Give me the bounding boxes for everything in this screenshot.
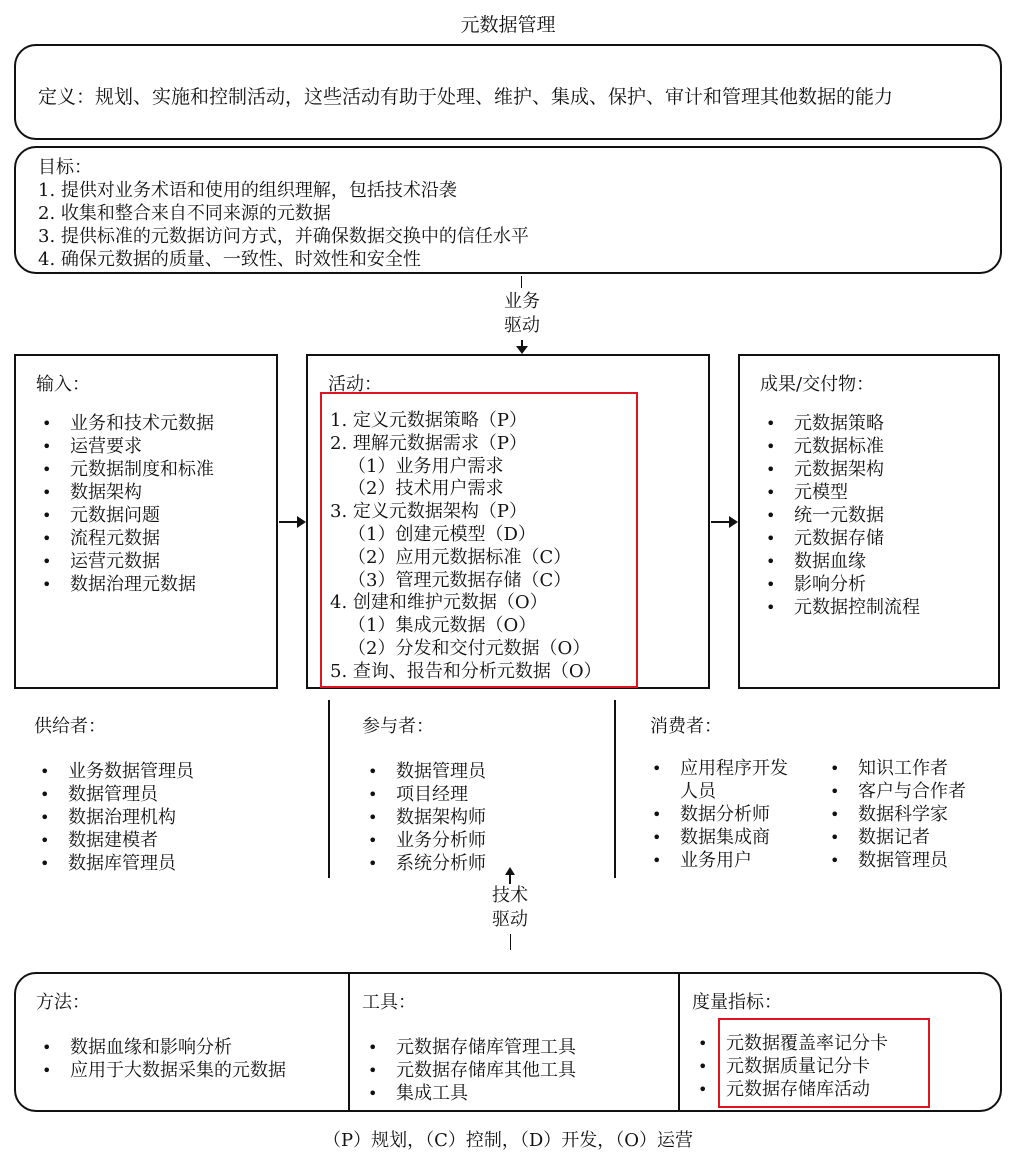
business-driver-line <box>521 276 522 288</box>
input-item: • 数据治理元数据 <box>36 573 214 596</box>
activities-to-deliverables-line <box>711 521 731 523</box>
suppliers-heading: 供给者： <box>34 716 106 737</box>
tools-section <box>362 988 576 1105</box>
input-item: • 数据架构 <box>36 481 214 504</box>
deliverables-box <box>738 354 1000 689</box>
deliverable-item: • 元模型 <box>760 481 920 504</box>
consumer-item-continued: 人员 <box>680 781 716 802</box>
bottom-divider-left <box>348 974 350 1110</box>
goal-item: 2. 收集和整合来自不同来源的元数据 <box>38 203 331 224</box>
participants-section <box>362 712 486 875</box>
deliverables-list <box>760 412 920 619</box>
supplier-item: • 数据管理员 <box>34 783 194 806</box>
activity-subitem: （2）应用元数据标准（C） <box>348 546 572 568</box>
inputs-to-activities-arrowhead <box>297 516 306 528</box>
suppliers-section <box>34 712 194 875</box>
legend: （P）规划，（C）控制，（D）开发，（O）运营 <box>322 1130 694 1151</box>
technical-driver-label <box>474 884 546 932</box>
consumer-item: • 业务用户 <box>646 849 788 872</box>
activity-item: 3. 定义元数据架构（P） <box>330 501 528 523</box>
inputs-to-activities-line <box>279 521 299 523</box>
goals-box <box>14 146 1002 274</box>
metric-item: • 元数据存储库活动 <box>692 1078 888 1101</box>
deliverable-item: • 影响分析 <box>760 573 920 596</box>
input-item: • 业务和技术元数据 <box>36 412 214 435</box>
tools-list <box>362 1036 576 1105</box>
goal-item: 4. 确保元数据的质量、一致性、时效性和安全性 <box>38 249 421 270</box>
divider-left <box>328 700 330 878</box>
tools-heading: 工具： <box>362 992 416 1013</box>
supplier-item: • 业务数据管理员 <box>34 760 194 783</box>
supplier-item: • 数据库管理员 <box>34 852 194 875</box>
methods-list <box>36 1036 286 1082</box>
diagram-title: 元数据管理 <box>460 14 556 36</box>
technical-driver-arrow-shaft <box>509 874 511 884</box>
deliverable-item: • 数据血缘 <box>760 550 920 573</box>
inputs-heading: 输入： <box>36 374 90 395</box>
methods-tools-metrics-box <box>14 972 1002 1112</box>
input-item: • 运营元数据 <box>36 550 214 573</box>
method-item: • 应用于大数据采集的元数据 <box>36 1059 286 1082</box>
tool-item: • 元数据存储库管理工具 <box>362 1036 576 1059</box>
activity-subitem: （1）创建元模型（D） <box>348 523 536 545</box>
metric-item: • 元数据覆盖率记分卡 <box>692 1032 888 1055</box>
goal-item: 1. 提供对业务术语和使用的组织理解，包括技术沿袭 <box>38 180 457 201</box>
participant-item: • 项目经理 <box>362 783 486 806</box>
participant-item: • 数据架构师 <box>362 806 486 829</box>
metric-item: • 元数据质量记分卡 <box>692 1055 888 1078</box>
activity-item: 2. 理解元数据需求（P） <box>330 432 528 454</box>
consumers-list-2 <box>824 757 966 872</box>
deliverables-heading: 成果/交付物： <box>760 374 875 395</box>
tool-item: • 元数据存储库其他工具 <box>362 1059 576 1082</box>
technical-driver-line <box>510 934 511 950</box>
input-item: • 元数据问题 <box>36 504 214 527</box>
metrics-section <box>692 988 782 1014</box>
definition-box <box>14 44 1002 140</box>
activity-subitem: （3）管理元数据存储（C） <box>348 569 572 591</box>
methods-heading: 方法： <box>36 992 90 1013</box>
participants-list <box>362 760 486 875</box>
deliverable-item: • 元数据架构 <box>760 458 920 481</box>
bottom-divider-right <box>678 974 680 1110</box>
inputs-box <box>14 354 278 689</box>
activities-to-deliverables-arrowhead <box>729 516 738 528</box>
activity-subitem: （1）业务用户需求 <box>348 455 504 477</box>
activity-item: 4. 创建和维护元数据（O） <box>330 592 548 614</box>
deliverable-item: • 元数据策略 <box>760 412 920 435</box>
business-driver-arrowhead <box>516 346 528 354</box>
activities-heading: 活动： <box>328 374 382 395</box>
supplier-item: • 数据建模者 <box>34 829 194 852</box>
input-item: • 元数据制度和标准 <box>36 458 214 481</box>
activity-subitem: （2）技术用户需求 <box>348 478 504 500</box>
consumers-list-1 <box>646 757 788 872</box>
method-item: • 数据血缘和影响分析 <box>36 1036 286 1059</box>
consumer-item: • 数据科学家 <box>824 803 966 826</box>
business-driver-label <box>486 290 558 338</box>
activity-item: 1. 定义元数据策略（P） <box>330 410 528 431</box>
consumer-item: • 数据分析师 <box>646 803 788 826</box>
tool-item: • 集成工具 <box>362 1082 576 1105</box>
participants-heading: 参与者： <box>362 716 434 737</box>
consumer-item: • 客户与合作者 <box>824 780 966 803</box>
consumers-heading: 消费者： <box>650 716 722 737</box>
methods-section <box>36 988 286 1082</box>
technical-driver-line2: 驱动 <box>492 909 528 930</box>
deliverable-item: • 元数据存储 <box>760 527 920 550</box>
definition-text: 定义：规划、实施和控制活动，这些活动有助于处理、维护、集成、保护、审计和管理其他数据的能力 <box>38 86 894 108</box>
consumers-section <box>650 712 722 738</box>
business-driver-line1: 业务 <box>504 291 540 312</box>
technical-driver-line1: 技术 <box>492 885 528 906</box>
consumer-item: • 应用程序开发 <box>646 757 788 780</box>
consumer-item: • 知识工作者 <box>824 757 966 780</box>
input-item: • 运营要求 <box>36 435 214 458</box>
deliverable-item: • 元数据控制流程 <box>760 596 920 619</box>
consumer-item: • 数据管理员 <box>824 849 966 872</box>
suppliers-list <box>34 760 194 875</box>
metrics-heading: 度量指标： <box>692 992 782 1013</box>
activities-list <box>330 410 602 684</box>
consumer-item: • 数据集成商 <box>646 826 788 849</box>
participant-item: • 业务分析师 <box>362 829 486 852</box>
activity-subitem: （1）集成元数据（O） <box>348 615 537 637</box>
goal-item: 3. 提供标准的元数据访问方式，并确保数据交换中的信任水平 <box>38 226 529 247</box>
input-item: • 流程元数据 <box>36 527 214 550</box>
metrics-list <box>692 1032 888 1101</box>
metrics-list-wrap <box>692 1032 888 1101</box>
deliverable-item: • 统一元数据 <box>760 504 920 527</box>
consumers-col1 <box>646 757 788 872</box>
goals-heading: 目标： <box>38 157 92 178</box>
inputs-list <box>36 412 214 596</box>
participant-item: • 系统分析师 <box>362 852 486 875</box>
divider-right <box>614 700 616 878</box>
activities-box <box>306 354 710 689</box>
activities-highlight <box>320 392 638 688</box>
supplier-item: • 数据治理机构 <box>34 806 194 829</box>
business-driver-line2: 驱动 <box>504 315 540 336</box>
activity-subitem: （2）分发和交付元数据（O） <box>348 637 591 659</box>
participant-item: • 数据管理员 <box>362 760 486 783</box>
deliverable-item: • 元数据标准 <box>760 435 920 458</box>
consumer-item: • 数据记者 <box>824 826 966 849</box>
consumers-col2 <box>824 757 966 872</box>
activity-item: 5. 查询、报告和分析元数据（O） <box>330 660 602 682</box>
